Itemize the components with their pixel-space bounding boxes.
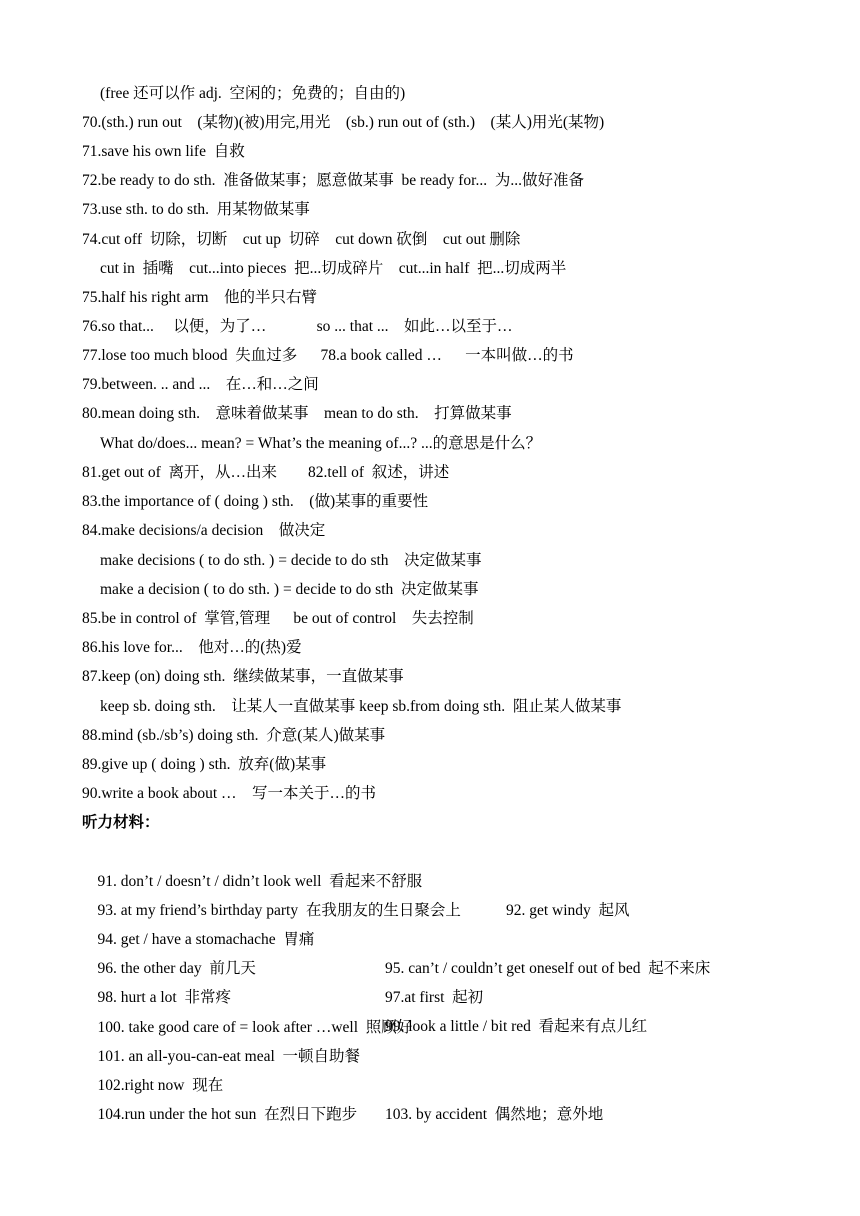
listening-item: 100. take good care of = look after …well 照顾好	[97, 1019, 413, 1036]
listening-item: 97.at first 起初	[385, 989, 484, 1006]
text-line: 72.be ready to do sth. 准备做某事；愿意做某事 be ready for... 为...做好准备	[82, 172, 584, 189]
listening-item: 92. get windy 起风	[506, 902, 630, 919]
text-line: 79.between. .. and ... 在…和…之间	[82, 376, 319, 393]
text-line: 73.use sth. to do sth. 用某物做某事	[82, 201, 310, 218]
listening-item: 104.run under the hot sun 在烈日下跑步	[97, 1106, 358, 1123]
text-line: (free 还可以作 adj. 空闲的；免费的；自由的)	[100, 85, 406, 102]
text-line: 88.mind (sb./sb’s) doing sth. 介意(某人)做某事	[82, 727, 386, 744]
text-line: 77.lose too much blood 失血过多 78.a book called … 一本叫做…的书	[82, 347, 574, 364]
text-line: 86.his love for... 他对…的(热)爱	[82, 639, 302, 656]
text-line: cut in 插嘴 cut...into pieces 把...切成碎片 cut...in half 把...切成两半	[100, 260, 567, 277]
text-line: 74.cut off 切除，切断 cut up 切碎 cut down 砍倒 cut out 删除	[82, 231, 521, 248]
listening-item: 95. can’t / couldn’t get oneself out of bed 起不来床	[385, 960, 711, 977]
listening-item: 91. don’t / doesn’t / didn’t look well 看起来不舒服	[97, 873, 423, 890]
text-line: 70.(sth.) run out (某物)(被)用完,用光 (sb.) run out of (sth.) (某人)用光(某物)	[82, 114, 605, 131]
listening-item: 103. by accident 偶然地；意外地	[385, 1106, 604, 1123]
section-heading: 听力材料：	[82, 814, 160, 831]
listening-item: 102.right now 现在	[97, 1077, 224, 1094]
text-line: 83.the importance of ( doing ) sth. (做)某事的重要性	[82, 493, 429, 510]
text-line: 75.half his right arm 他的半只右臂	[82, 289, 318, 306]
text-line: 87.keep (on) doing sth. 继续做某事，一直做某事	[82, 668, 404, 685]
listening-item: 101. an all-you-can-eat meal 一顿自助餐	[97, 1048, 361, 1065]
text-line: keep sb. doing sth. 让某人一直做某事 keep sb.from doing sth. 阻止某人做某事	[100, 698, 622, 715]
text-line: 85.be in control of 掌管,管理 be out of control 失去控制	[82, 610, 474, 627]
text-line: make a decision ( to do sth. ) = decide to do sth 决定做某事	[100, 581, 479, 598]
listening-row	[82, 1013, 782, 1065]
text-line: 84.make decisions/a decision 做决定	[82, 522, 326, 539]
listening-item: 93. at my friend’s birthday party 在我朋友的生日聚会上	[97, 902, 461, 919]
text-line: 80.mean doing sth. 意味着做某事 mean to do sth. 打算做某事	[82, 405, 512, 422]
listening-item: 99. look a little / bit red 看起来有点儿红	[385, 1018, 648, 1035]
text-line: 76.so that... 以便，为了… so ... that ... 如此…以至于…	[82, 318, 513, 335]
text-line: make decisions ( to do sth. ) = decide to do sth 决定做某事	[100, 552, 482, 569]
text-line: 90.write a book about … 写一本关于…的书	[82, 785, 377, 802]
text-line: 89.give up ( doing ) sth. 放弃(做)某事	[82, 756, 327, 773]
text-line: 71.save his own life 自救	[82, 143, 245, 160]
text-line: 81.get out of 离开，从…出来 82.tell of 叙述，讲述	[82, 464, 450, 481]
listening-item: 98. hurt a lot 非常疼	[97, 989, 231, 1006]
listening-item: 94. get / have a stomachache 胃痛	[97, 931, 315, 948]
text-line: What do/does... mean? = What’s the meaning of...? ...的意思是什么？	[100, 435, 542, 452]
listening-item: 96. the other day 前几天	[97, 960, 256, 977]
